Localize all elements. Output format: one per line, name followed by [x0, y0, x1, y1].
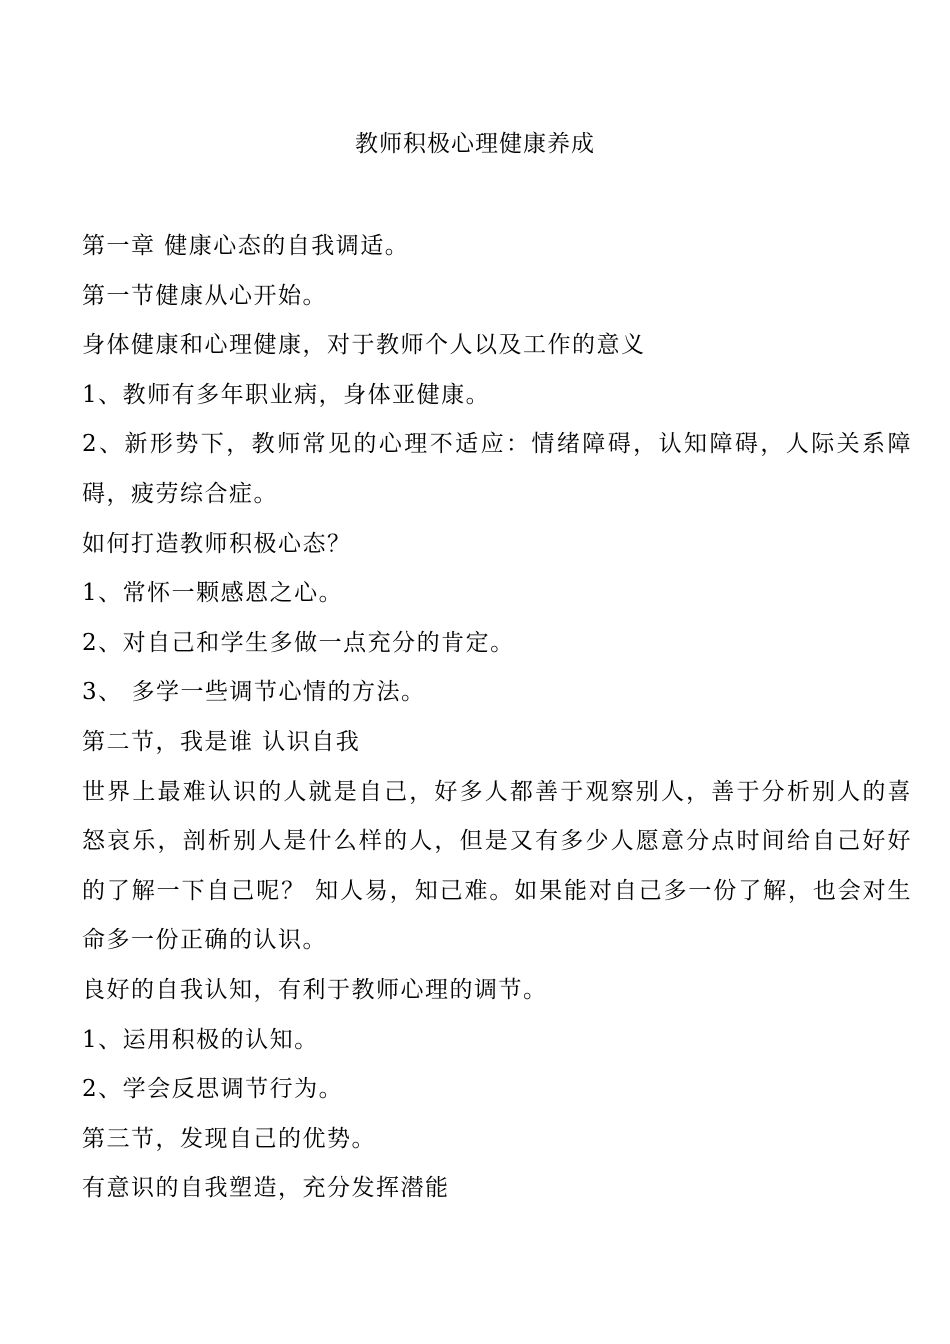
paragraph: 世界上最难认识的人就是自己，好多人都善于观察别人，善于分析别人的喜怒哀乐，剖析别人是什么样的人，但是又有多少人愿意分点时间给自己好好的了解一下自己呢？ 知人易，知己难。如果能对自己多一份了解，也会对生命多一份正确的认识。	[82, 778, 912, 954]
list-item: 3、 多学一些调节心情的方法。	[82, 679, 426, 706]
list-item: 1、常怀一颗感恩之心。	[82, 580, 344, 607]
paragraph: 身体健康和心理健康，对于教师个人以及工作的意义	[82, 332, 646, 359]
paragraph: 良好的自我认知，有利于教师心理的调节。	[82, 976, 548, 1003]
document-body	[82, 222, 912, 1214]
chapter-heading: 第一章 健康心态的自我调适。	[82, 233, 410, 259]
paragraph: 有意识的自我塑造，充分发挥潜能	[82, 1175, 450, 1202]
paragraph: 如何打造教师积极心态？	[82, 530, 352, 557]
list-item: 1、教师有多年职业病，身体亚健康。	[82, 381, 491, 408]
list-item: 2、对自己和学生多做一点充分的肯定。	[82, 629, 515, 656]
section-heading: 第一节健康从心开始。	[82, 282, 327, 309]
list-item: 2、新形势下，教师常见的心理不适应：情绪障碍，认知障碍，人际关系障碍，疲劳综合症。	[82, 431, 912, 507]
list-item: 1、运用积极的认知。	[82, 1026, 319, 1053]
section-heading: 第二节，我是谁 认识自我	[82, 728, 361, 755]
document-title: 教师积极心理健康养成	[355, 131, 595, 157]
list-item: 2、学会反思调节行为。	[82, 1076, 344, 1103]
section-heading: 第三节，发现自己的优势。	[82, 1125, 376, 1152]
